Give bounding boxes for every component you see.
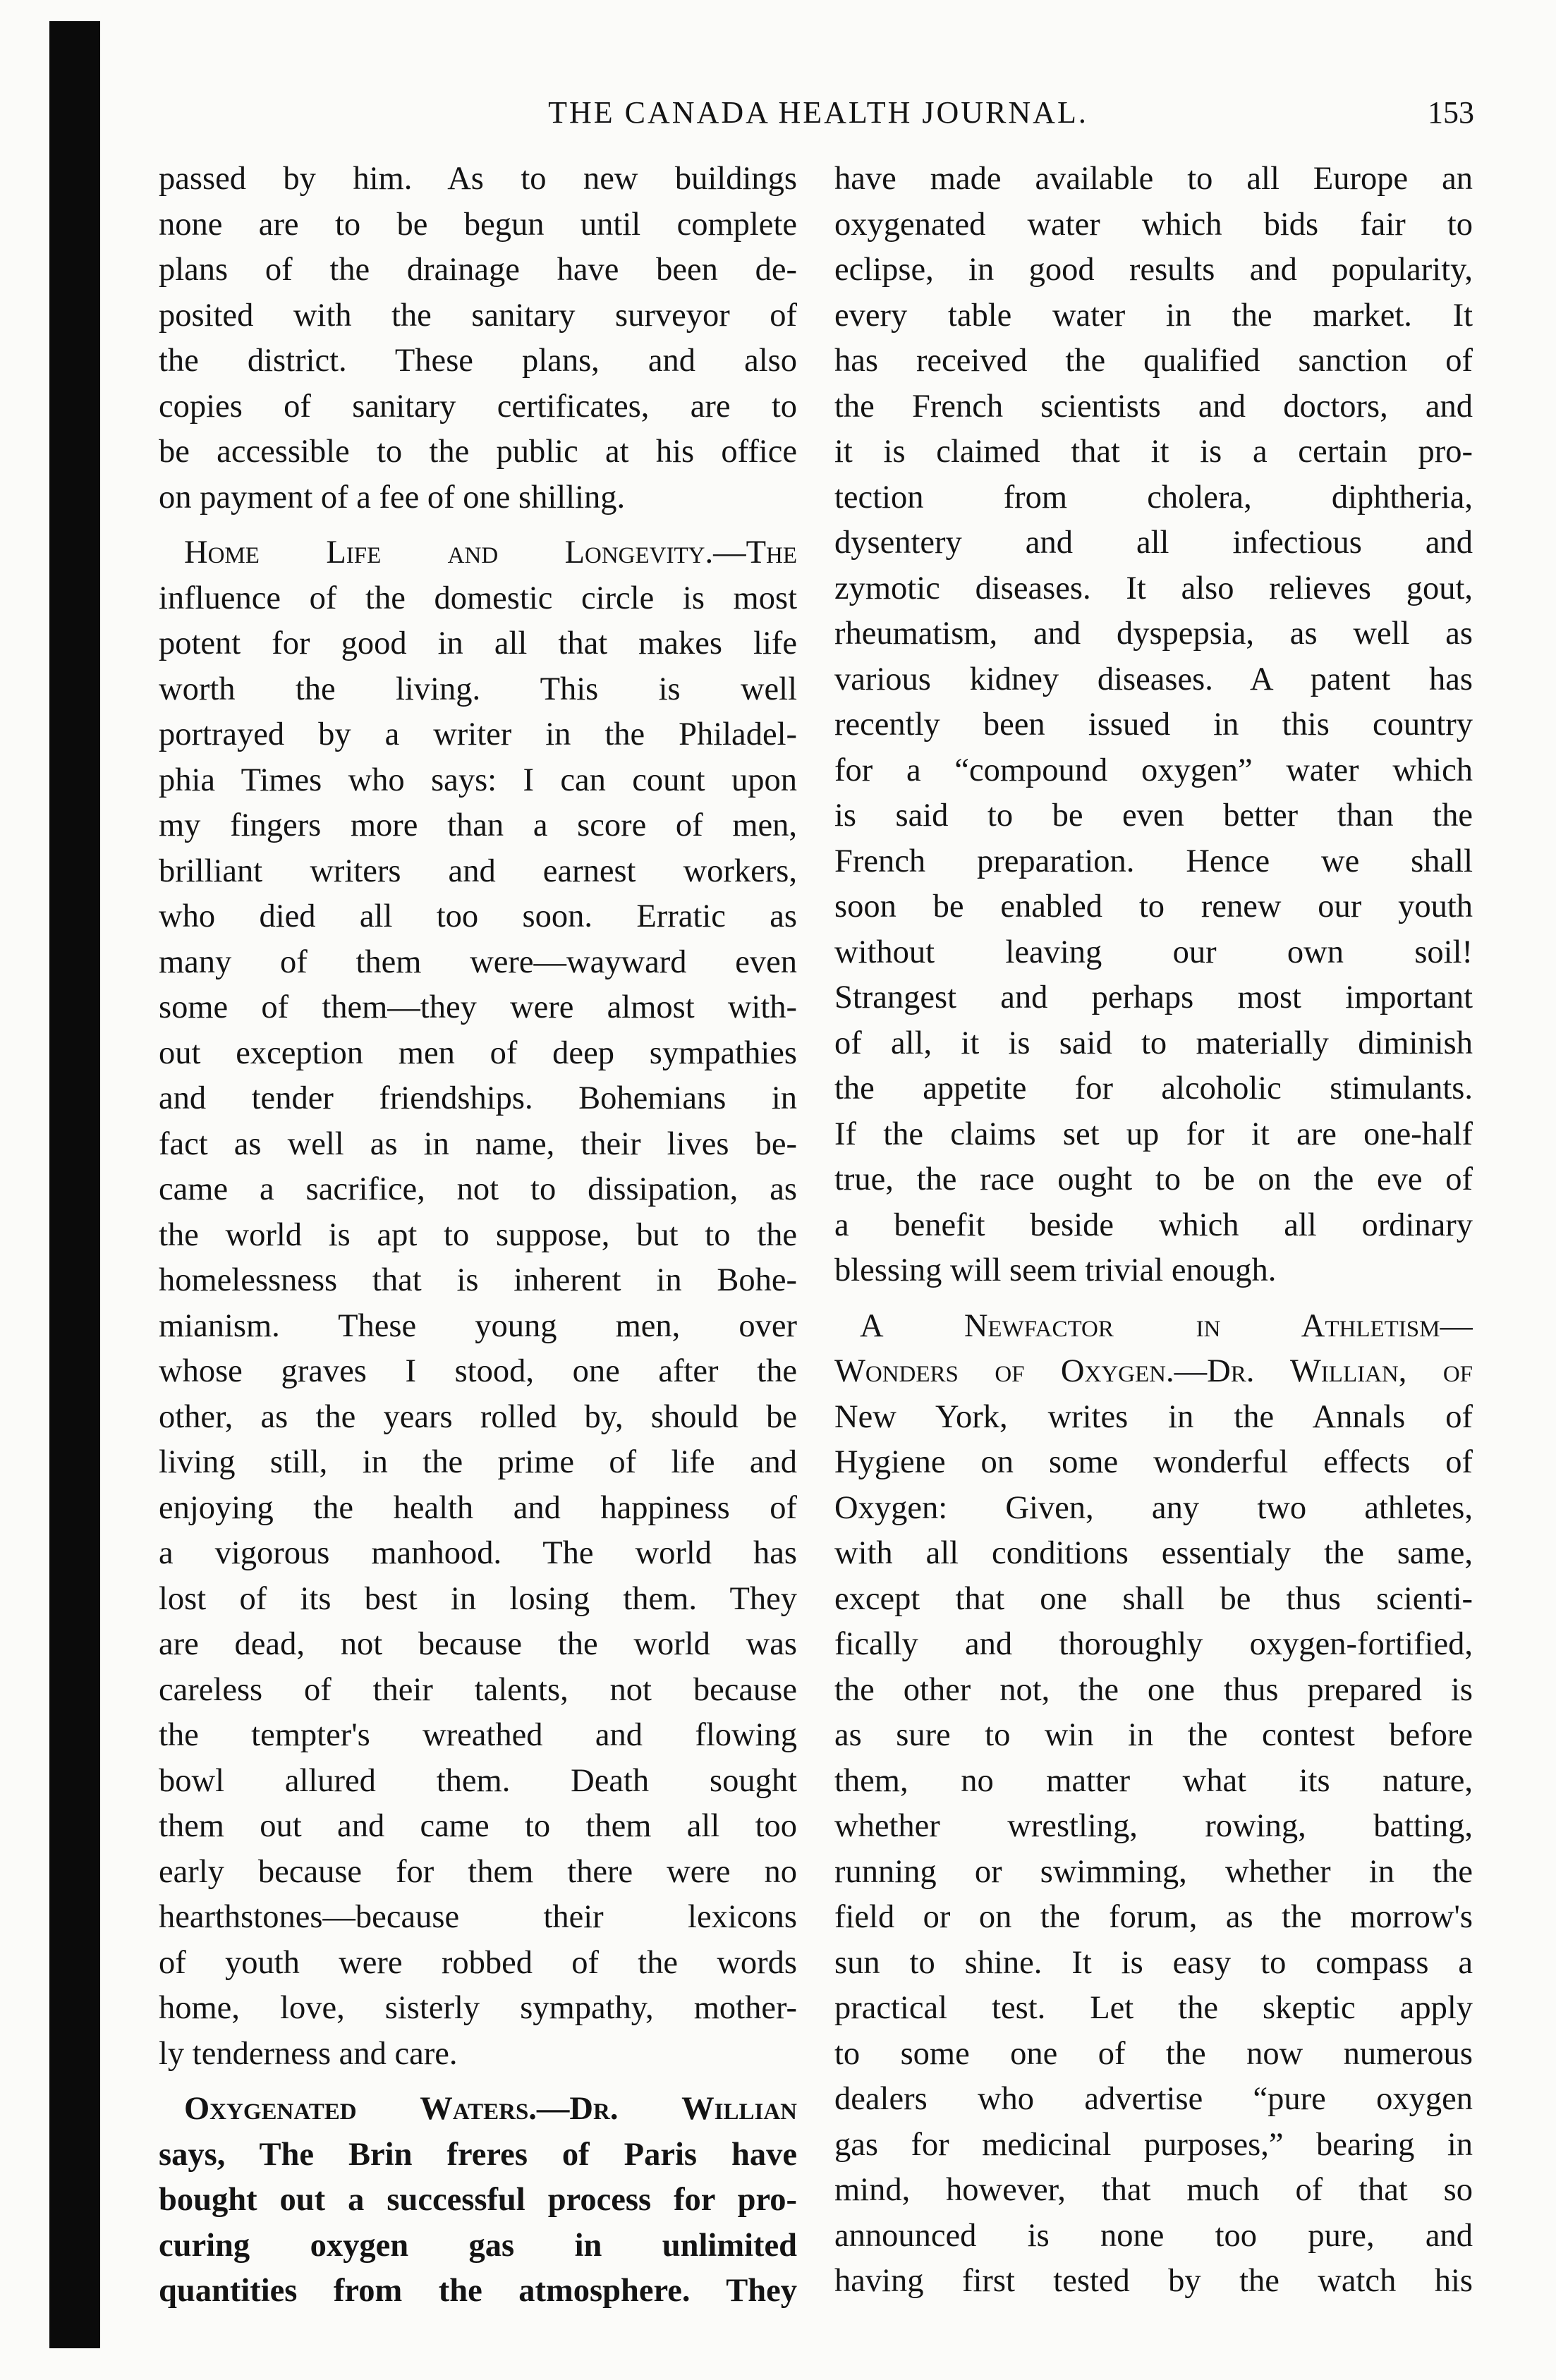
text-line: portrayed by a writer in the Philadel-: [159, 716, 797, 752]
text-line: rheumatism, and dyspepsia, as well as: [834, 616, 1473, 652]
text-line: have made available to all Europe an: [834, 161, 1473, 197]
text-line: out exception men of deep sympathies: [159, 1035, 797, 1071]
text-line: my fingers more than a score of men,: [159, 807, 797, 843]
journal-title: THE CANADA HEALTH JOURNAL.: [548, 95, 1088, 130]
text-line: French preparation. Hence we shall: [834, 843, 1473, 879]
page-binding-edge: [49, 21, 100, 2348]
text-line: having first tested by the watch his: [834, 2263, 1473, 2299]
text-line: eclipse, in good results and popularity,: [834, 252, 1473, 288]
text-line: and tender friendships. Bohemians in: [159, 1080, 797, 1116]
text-line: on payment of a fee of one shilling.: [159, 479, 626, 515]
text-line: them out and came to them all too: [159, 1808, 797, 1844]
text-line: some of them—they were almost with-: [159, 989, 797, 1025]
text-line: living still, in the prime of life and: [159, 1444, 797, 1480]
text-line: plans of the drainage have been de-: [159, 252, 797, 288]
text-line: enjoying the health and happiness of: [159, 1489, 797, 1526]
text-line: came a sacrifice, not to dissipation, as: [159, 1171, 797, 1207]
text-line: many of them were—wayward even: [159, 944, 797, 980]
text-line: practical test. Let the skeptic apply: [834, 1990, 1473, 2026]
text-line: curing oxygen gas in unlimited: [159, 2227, 797, 2264]
text-line: without leaving our own soil!: [834, 934, 1473, 970]
text-line: the other not, the one thus prepared is: [834, 1671, 1473, 1708]
text-line: posited with the sanitary surveyor of: [159, 297, 797, 334]
text-line: A Newfactor in Athletism—: [860, 1307, 1473, 1344]
text-line: none are to be begun until complete: [159, 206, 797, 243]
text-line: copies of sanitary certificates, are to: [159, 388, 797, 425]
text-line: homelessness that is inherent in Bohe-: [159, 1262, 797, 1298]
text-line: running or swimming, whether in the: [834, 1853, 1473, 1890]
right-column: [834, 157, 1473, 2305]
text-line: worth the living. This is well: [159, 671, 797, 707]
text-line: If the claims set up for it are one-half: [834, 1116, 1473, 1152]
text-line: be accessible to the public at his office: [159, 434, 797, 470]
paragraph-gap: [834, 1294, 1473, 1304]
text-line: has received the qualified sanction of: [834, 343, 1473, 379]
text-line: except that one shall be thus scienti-: [834, 1580, 1473, 1617]
text-line: them, no matter what its nature,: [834, 1762, 1473, 1799]
text-line: to some one of the now numerous: [834, 2035, 1473, 2072]
text-line: the district. These plans, and also: [159, 343, 797, 379]
text-line: the world is apt to suppose, but to the: [159, 1216, 797, 1253]
text-line: Wonders of Oxygen.—Dr. Willian, of: [834, 1353, 1473, 1389]
text-line: gas for medicinal purposes,” bearing in: [834, 2126, 1473, 2163]
text-line: various kidney diseases. A patent has: [834, 661, 1473, 697]
text-line: whose graves I stood, one after the: [159, 1353, 797, 1389]
text-line: true, the race ought to be on the eve of: [834, 1161, 1473, 1197]
text-line: recently been issued in this country: [834, 707, 1473, 743]
text-line: phia Times who says: I can count upon: [159, 762, 797, 798]
text-line: is said to be even better than the: [834, 798, 1473, 834]
text-line: with all conditions essentialy the same,: [834, 1535, 1473, 1571]
text-line: mianism. These young men, over: [159, 1307, 797, 1344]
text-line: ly tenderness and care.: [159, 2035, 458, 2072]
text-line: brilliant writers and earnest workers,: [159, 853, 797, 889]
text-line: potent for good in all that makes life: [159, 625, 797, 661]
text-line: it is claimed that it is a certain pro-: [834, 434, 1473, 470]
text-line: field or on the forum, as the morrow's: [834, 1899, 1473, 1935]
text-line: tection from cholera, diphtheria,: [834, 479, 1473, 515]
text-line: home, love, sisterly sympathy, mother-: [159, 1990, 797, 2026]
text-line: fact as well as in name, their lives be-: [159, 1125, 797, 1162]
text-line: Oxygen: Given, any two athletes,: [834, 1489, 1473, 1526]
text-line: a vigorous manhood. The world has: [159, 1535, 797, 1571]
text-line: bought out a successful process for pro-: [159, 2182, 797, 2218]
text-line: for a “compound oxygen” water which: [834, 752, 1473, 788]
text-line: careless of their talents, not because: [159, 1671, 797, 1708]
text-line: the tempter's wreathed and flowing: [159, 1717, 797, 1753]
text-line: of all, it is said to materially diminish: [834, 1025, 1473, 1061]
text-line: hearthstones—because their lexicons: [159, 1899, 797, 1935]
text-line: sun to shine. It is easy to compass a: [834, 1944, 1473, 1981]
text-line: Home Life and Longevity.—The: [184, 535, 797, 570]
text-line: fically and thoroughly oxygen-fortified,: [834, 1626, 1473, 1662]
text-line: Oxygenated Waters.—Dr. Willian: [184, 2091, 797, 2127]
text-line: Strangest and perhaps most important: [834, 980, 1473, 1015]
text-line: oxygenated water which bids fair to: [834, 206, 1473, 243]
running-header: [162, 85, 1474, 141]
left-column: [159, 157, 797, 2314]
text-line: are dead, not because the world was: [159, 1626, 797, 1662]
text-line: influence of the domestic circle is most: [159, 580, 797, 616]
text-line: as sure to win in the contest before: [834, 1717, 1473, 1753]
text-line: the appetite for alcoholic stimulants.: [834, 1070, 1473, 1106]
text-line: lost of its best in losing them. They: [159, 1580, 797, 1617]
text-line: dealers who advertise “pure oxygen: [834, 2081, 1473, 2117]
text-line: the French scientists and doctors, and: [834, 388, 1473, 425]
text-line: blessing will seem trivial enough.: [834, 1252, 1277, 1288]
paragraph-gap: [159, 520, 797, 530]
text-line: New York, writes in the Annals of: [834, 1398, 1473, 1435]
text-line: other, as the years rolled by, should be: [159, 1398, 797, 1435]
text-line: bowl allured them. Death sought: [159, 1762, 797, 1799]
text-line: of youth were robbed of the words: [159, 1944, 797, 1981]
paragraph-gap: [159, 2077, 797, 2087]
text-line: passed by him. As to new buildings: [159, 161, 797, 197]
page-number: 153: [1428, 95, 1474, 130]
text-line: soon be enabled to renew our youth: [834, 889, 1473, 924]
text-line: every table water in the market. It: [834, 297, 1473, 334]
text-line: mind, however, that much of that so: [834, 2172, 1473, 2208]
text-line: Hygiene on some wonderful effects of: [834, 1444, 1473, 1480]
text-line: a benefit beside which all ordinary: [834, 1207, 1473, 1243]
text-line: whether wrestling, rowing, batting,: [834, 1808, 1473, 1844]
text-line: who died all too soon. Erratic as: [159, 898, 797, 934]
text-line: zymotic diseases. It also relieves gout,: [834, 570, 1473, 606]
text-line: announced is none too pure, and: [834, 2217, 1473, 2254]
text-line: quantities from the atmosphere. They: [159, 2273, 797, 2309]
text-line: early because for them there were no: [159, 1853, 797, 1890]
text-line: dysentery and all infectious and: [834, 525, 1473, 561]
text-line: says, The Brin freres of Paris have: [159, 2136, 797, 2173]
